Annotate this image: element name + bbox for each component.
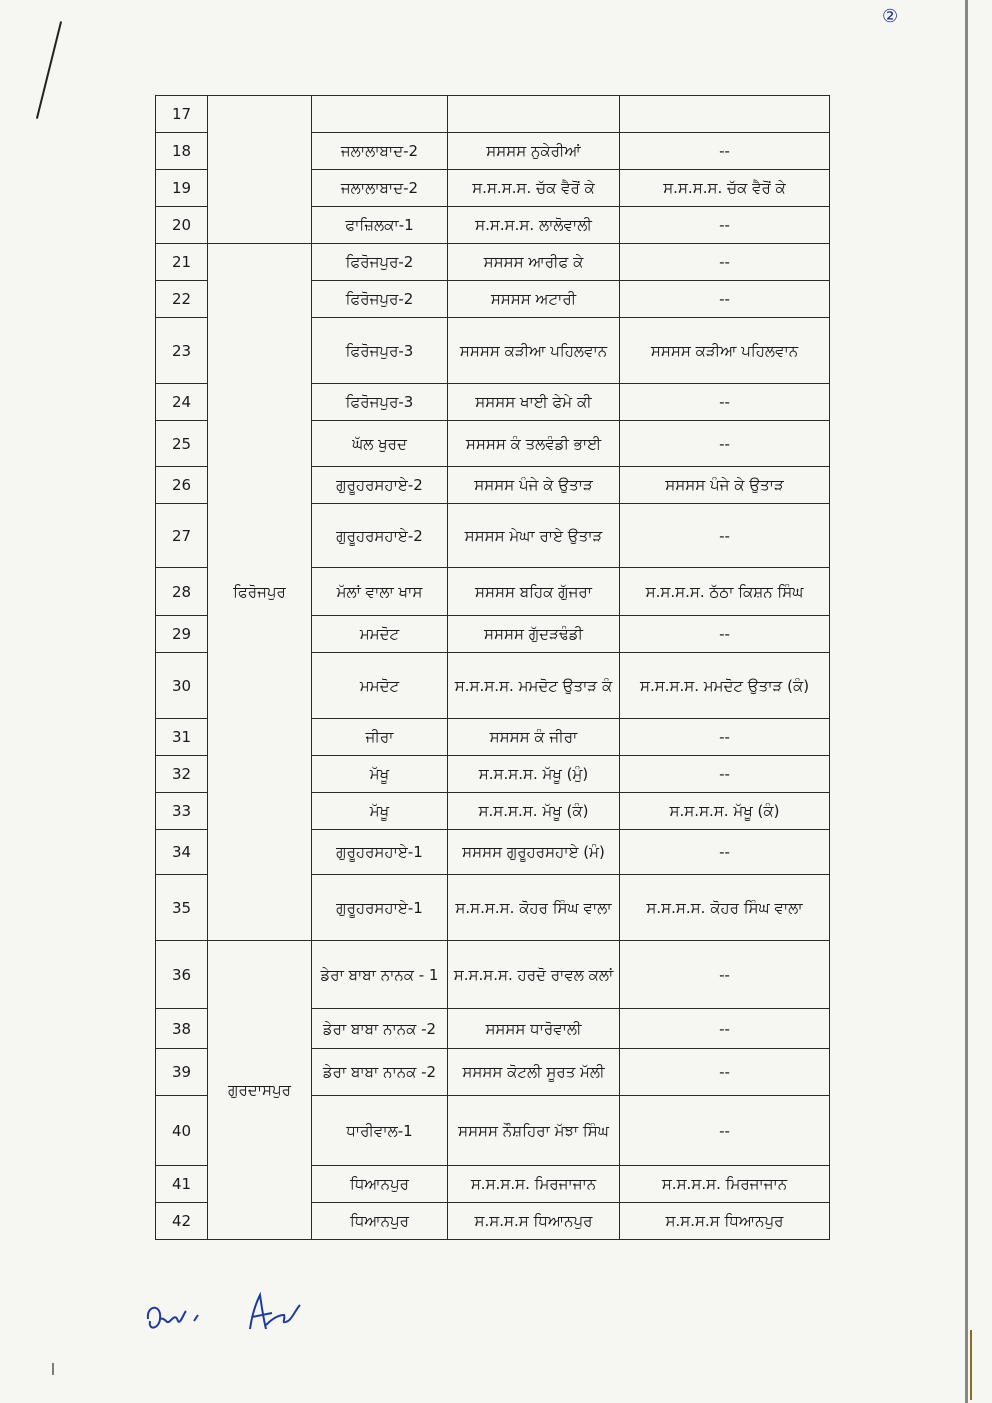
sr-cell: 17 [156,96,208,133]
remark-cell: -- [620,1096,830,1166]
tehsil-cell: ਮੱਖੂ [312,793,448,830]
page-number-mark: ② [882,6,899,27]
school-cell: ਸਸਸਸ ਪੰਜੇ ਕੇ ਉਤਾੜ [448,467,620,504]
school-cell: ਸ.ਸ.ਸ.ਸ. ਮਮਦੋਟ ਉਤਾੜ ਕੰ [448,653,620,719]
sr-cell: 38 [156,1009,208,1049]
school-cell: ਸਸਸਸ ਗੁਰੂਹਰਸਹਾਏ (ਮੰ) [448,830,620,875]
district-cell-gurdaspur: ਗੁਰਦਾਸਪੁਰ [208,941,312,1240]
remark-cell [620,96,830,133]
sr-cell: 32 [156,756,208,793]
school-cell: ਸ.ਸ.ਸ.ਸ. ਕੋਹਰ ਸਿੰਘ ਵਾਲਾ [448,875,620,941]
tehsil-cell: ਜਲਾਲਾਬਾਦ-2 [312,133,448,170]
remark-cell: -- [620,244,830,281]
tehsil-cell: ਮਮਦੋਟ [312,616,448,653]
sr-cell: 19 [156,170,208,207]
tehsil-cell: ਮੱਖੂ [312,756,448,793]
school-cell: ਸ.ਸ.ਸ.ਸ ਧਿਆਨਪੁਰ [448,1203,620,1240]
remark-cell: ਸ.ਸ.ਸ.ਸ. ਮਮਦੋਟ ਉਤਾੜ (ਕੰ) [620,653,830,719]
remark-cell: -- [620,719,830,756]
sr-cell: 31 [156,719,208,756]
scan-edge-mark [970,1330,972,1400]
school-cell: ਸਸਸਸ ਕੰ ਜੀਰਾ [448,719,620,756]
remark-cell: -- [620,281,830,318]
table-row [156,96,830,133]
sr-cell: 25 [156,421,208,467]
tehsil-cell: ਡੇਰਾ ਬਾਬਾ ਨਾਨਕ -2 [312,1049,448,1096]
scan-edge-shadow [965,0,968,1403]
school-cell: ਸਸਸਸ ਖਾਈ ਫੇਮੇ ਕੀ [448,384,620,421]
sr-cell: 40 [156,1096,208,1166]
remark-cell: -- [620,756,830,793]
remark-cell: ਸਸਸਸ ਪੰਜੇ ਕੇ ਉਤਾੜ [620,467,830,504]
school-cell: ਸਸਸਸ ਨੌਸ਼ਹਿਰਾ ਮੱਝਾ ਸਿੰਘ [448,1096,620,1166]
tehsil-cell: ਫਿਰੋਜਪੁਰ-3 [312,384,448,421]
tehsil-cell: ਫਿਰੋਜਪੁਰ-2 [312,244,448,281]
table-row [156,941,830,1009]
remark-cell: -- [620,421,830,467]
school-cell: ਸ.ਸ.ਸ.ਸ. ਚੱਕ ਵੈਰੋਂ ਕੇ [448,170,620,207]
sr-cell: 34 [156,830,208,875]
tehsil-cell: ਧਿਆਨਪੁਰ [312,1203,448,1240]
sr-cell: 27 [156,504,208,568]
tehsil-cell: ਮੱਲਾਂ ਵਾਲਾ ਖਾਸ [312,568,448,616]
remark-cell: ਸਸਸਸ ਕੜੀਆ ਪਹਿਲਵਾਨ [620,318,830,384]
tehsil-cell: ਜੀਰਾ [312,719,448,756]
tehsil-cell: ਫਿਰੋਜਪੁਰ-2 [312,281,448,318]
school-cell: ਸ.ਸ.ਸ.ਸ. ਮੱਖੂ (ਮੁੰ) [448,756,620,793]
schools-table [155,95,830,1240]
sr-cell: 36 [156,941,208,1009]
remark-cell: ਸ.ਸ.ਸ.ਸ. ਕੋਹਰ ਸਿੰਘ ਵਾਲਾ [620,875,830,941]
sr-cell: 42 [156,1203,208,1240]
sr-cell: 35 [156,875,208,941]
remark-cell: ਸ.ਸ.ਸ.ਸ. ਚੱਕ ਵੈਰੋਂ ਕੇ [620,170,830,207]
sr-cell: 18 [156,133,208,170]
sr-cell: 22 [156,281,208,318]
remark-cell: -- [620,830,830,875]
tehsil-cell: ਘੱਲ ਖੁਰਦ [312,421,448,467]
remark-cell: -- [620,1009,830,1049]
school-cell: ਸ.ਸ.ਸ.ਸ. ਹਰਦੋ ਰਾਵਲ ਕਲਾਂ [448,941,620,1009]
sr-cell: 28 [156,568,208,616]
remark-cell: -- [620,1049,830,1096]
table-row [156,244,830,281]
tehsil-cell: ਡੇਰਾ ਬਾਬਾ ਨਾਨਕ -2 [312,1009,448,1049]
school-cell: ਸਸਸਸ ਕੋਟਲੀ ਸੂਰਤ ਮੱਲੀ [448,1049,620,1096]
tehsil-cell: ਡੇਰਾ ਬਾਬਾ ਨਾਨਕ - 1 [312,941,448,1009]
school-cell: ਸਸਸਸ ਅਟਾਰੀ [448,281,620,318]
tehsil-cell: ਫਿਰੋਜਪੁਰ-3 [312,318,448,384]
remark-cell: -- [620,133,830,170]
school-cell: ਸਸਸਸ ਗੁੱਦੜਢੰਡੀ [448,616,620,653]
tehsil-cell: ਧਾਰੀਵਾਲ-1 [312,1096,448,1166]
sr-cell: 21 [156,244,208,281]
school-cell: ਸਸਸਸ ਕੰ ਤਲਵੰਡੀ ਭਾਈ [448,421,620,467]
school-cell: ਸਸਸਸ ਆਰੀਫ ਕੇ [448,244,620,281]
sr-cell: 20 [156,207,208,244]
remark-cell: -- [620,941,830,1009]
remark-cell: ਸ.ਸ.ਸ.ਸ ਧਿਆਨਪੁਰ [620,1203,830,1240]
sr-cell: 41 [156,1166,208,1203]
school-cell: ਸਸਸਸ ਨੁਕੇਰੀਆਂ [448,133,620,170]
scan-artifact-line [36,21,62,118]
sr-cell: 24 [156,384,208,421]
remark-cell: -- [620,504,830,568]
tehsil-cell [312,96,448,133]
school-cell: ਸਸਸਸ ਧਾਰੋਵਾਲੀ [448,1009,620,1049]
tehsil-cell: ਗੁਰੂਹਰਸਹਾਏ-1 [312,875,448,941]
signature [140,1285,310,1345]
school-cell: ਸ.ਸ.ਸ.ਸ. ਮਿਰਜਾਜਾਨ [448,1166,620,1203]
tehsil-cell: ਗੁਰੂਹਰਸਹਾਏ-2 [312,504,448,568]
school-cell: ਸਸਸਸ ਬਹਿਕ ਗੁੱਜਰਾ [448,568,620,616]
tehsil-cell: ਗੁਰੂਹਰਸਹਾਏ-2 [312,467,448,504]
sr-cell: 23 [156,318,208,384]
remark-cell: -- [620,616,830,653]
school-cell: ਸਸਸਸ ਮੇਘਾ ਰਾਏ ਉਤਾੜ [448,504,620,568]
remark-cell: ਸ.ਸ.ਸ.ਸ. ਮਿਰਜਾਜਾਨ [620,1166,830,1203]
signature-scribble [140,1285,310,1345]
school-cell [448,96,620,133]
school-cell: ਸਸਸਸ ਕੜੀਆ ਪਹਿਲਵਾਨ [448,318,620,384]
remark-cell: -- [620,384,830,421]
remark-cell: -- [620,207,830,244]
district-cell [208,96,312,244]
sr-cell: 26 [156,467,208,504]
district-cell-firozpur: ਫਿਰੋਜਪੁਰ [208,244,312,941]
sr-cell: 33 [156,793,208,830]
tehsil-cell: ਗੁਰੂਹਰਸਹਾਏ-1 [312,830,448,875]
scan-mark [50,1362,56,1376]
tehsil-cell: ਮਮਦੋਟ [312,653,448,719]
tehsil-cell: ਧਿਆਨਪੁਰ [312,1166,448,1203]
tehsil-cell: ਜਲਾਲਾਬਾਦ-2 [312,170,448,207]
school-cell: ਸ.ਸ.ਸ.ਸ. ਮੱਖੂ (ਕੰ) [448,793,620,830]
sr-cell: 30 [156,653,208,719]
remark-cell: ਸ.ਸ.ਸ.ਸ. ਮੱਖੂ (ਕੰ) [620,793,830,830]
tehsil-cell: ਫਾਜ਼ਿਲਕਾ-1 [312,207,448,244]
school-cell: ਸ.ਸ.ਸ.ਸ. ਲਾਲੋਵਾਲੀ [448,207,620,244]
sr-cell: 29 [156,616,208,653]
sr-cell: 39 [156,1049,208,1096]
remark-cell: ਸ.ਸ.ਸ.ਸ. ਠੱਠਾ ਕਿਸ਼ਨ ਸਿੰਘ [620,568,830,616]
